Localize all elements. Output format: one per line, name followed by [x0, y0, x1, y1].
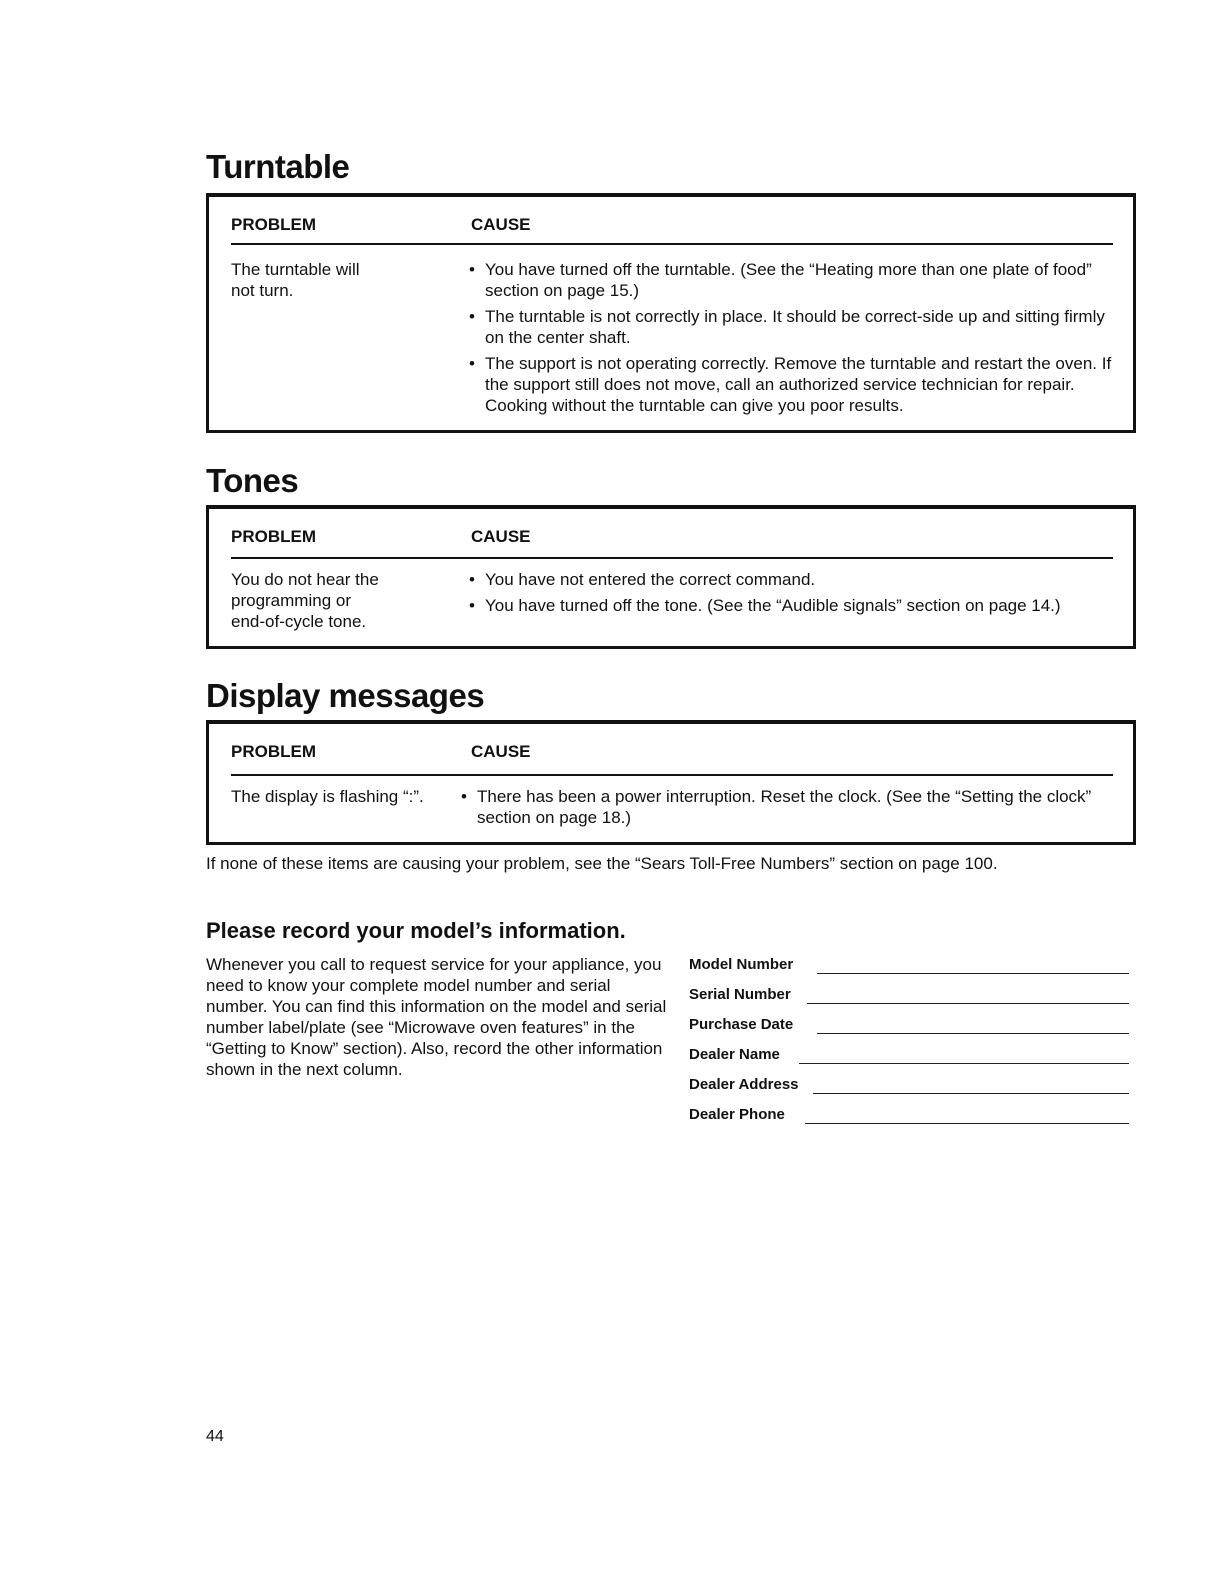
turntable-title: Turntable [206, 148, 350, 185]
tones-causes [467, 569, 1117, 621]
field-label: Purchase Date [689, 1016, 794, 1033]
dealer-address-field[interactable] [689, 1076, 1129, 1106]
cause-header: CAUSE [471, 742, 531, 761]
field-label: Serial Number [689, 986, 791, 1003]
cause-item: • You have turned off the tone. (See the “Audible signals” section on page 14.) [467, 595, 1117, 616]
cause-item: • You have not entered the correct command. [467, 569, 1117, 590]
cause-item: • There has been a power interruption. Reset the clock. (See the “Setting the clock” section on page 18.) [459, 786, 1117, 828]
field-label: Model Number [689, 956, 794, 973]
blank-line [817, 973, 1129, 974]
display-messages-table-header [231, 742, 1113, 776]
turntable-causes [467, 259, 1117, 421]
cause-item: • The turntable is not correctly in place. It should be correct-side up and sitting firmly on the center shaft. [467, 306, 1117, 348]
turntable-problem: The turntable will not turn. [231, 260, 360, 300]
turntable-table [206, 193, 1136, 433]
serial-number-field[interactable] [689, 986, 1129, 1016]
blank-line [813, 1093, 1129, 1094]
display-messages-table [206, 720, 1136, 845]
problem-header: PROBLEM [231, 215, 316, 234]
cause-header: CAUSE [471, 527, 531, 546]
record-fields [689, 956, 1129, 1136]
purchase-date-field[interactable] [689, 1016, 1129, 1046]
record-title: Please record your model’s information. [206, 918, 626, 943]
display-messages-problem: The display is flashing “:”. [231, 787, 424, 806]
display-messages-causes [459, 786, 1117, 833]
footnote: If none of these items are causing your problem, see the “Sears Toll-Free Numbers” section on page 100. [206, 854, 998, 873]
blank-line [799, 1063, 1129, 1064]
cause-item: • The support is not operating correctly. Remove the turntable and restart the oven. If the support still does not move, call an authorized service technician for repair. Cooking without the turntable can give you poor results. [467, 353, 1117, 416]
dealer-phone-field[interactable] [689, 1106, 1129, 1136]
problem-header: PROBLEM [231, 527, 316, 546]
blank-line [807, 1003, 1129, 1004]
cause-item: • You have turned off the turntable. (See the “Heating more than one plate of food” section on page 15.) [467, 259, 1117, 301]
cause-header: CAUSE [471, 215, 531, 234]
field-label: Dealer Address [689, 1076, 799, 1093]
dealer-name-field[interactable] [689, 1046, 1129, 1076]
problem-header: PROBLEM [231, 742, 316, 761]
blank-line [817, 1033, 1129, 1034]
blank-line [805, 1123, 1129, 1124]
field-label: Dealer Name [689, 1046, 780, 1063]
field-label: Dealer Phone [689, 1106, 785, 1123]
tones-problem: You do not hear the programming or end-of-cycle tone. [231, 570, 379, 631]
tones-table [206, 505, 1136, 649]
turntable-table-header [231, 215, 1113, 245]
display-messages-title: Display messages [206, 677, 485, 714]
tones-title: Tones [206, 462, 299, 499]
tones-table-header [231, 527, 1113, 559]
model-number-field[interactable] [689, 956, 1129, 986]
page-number: 44 [206, 1428, 224, 1445]
record-body: Whenever you call to request service for your appliance, you need to know your complete model number and serial number. You can find this information on the model and serial number label/plate (see “Microwave oven features” in the “Getting to Know” section). Also, record the other information shown in the next column. [206, 955, 667, 1079]
